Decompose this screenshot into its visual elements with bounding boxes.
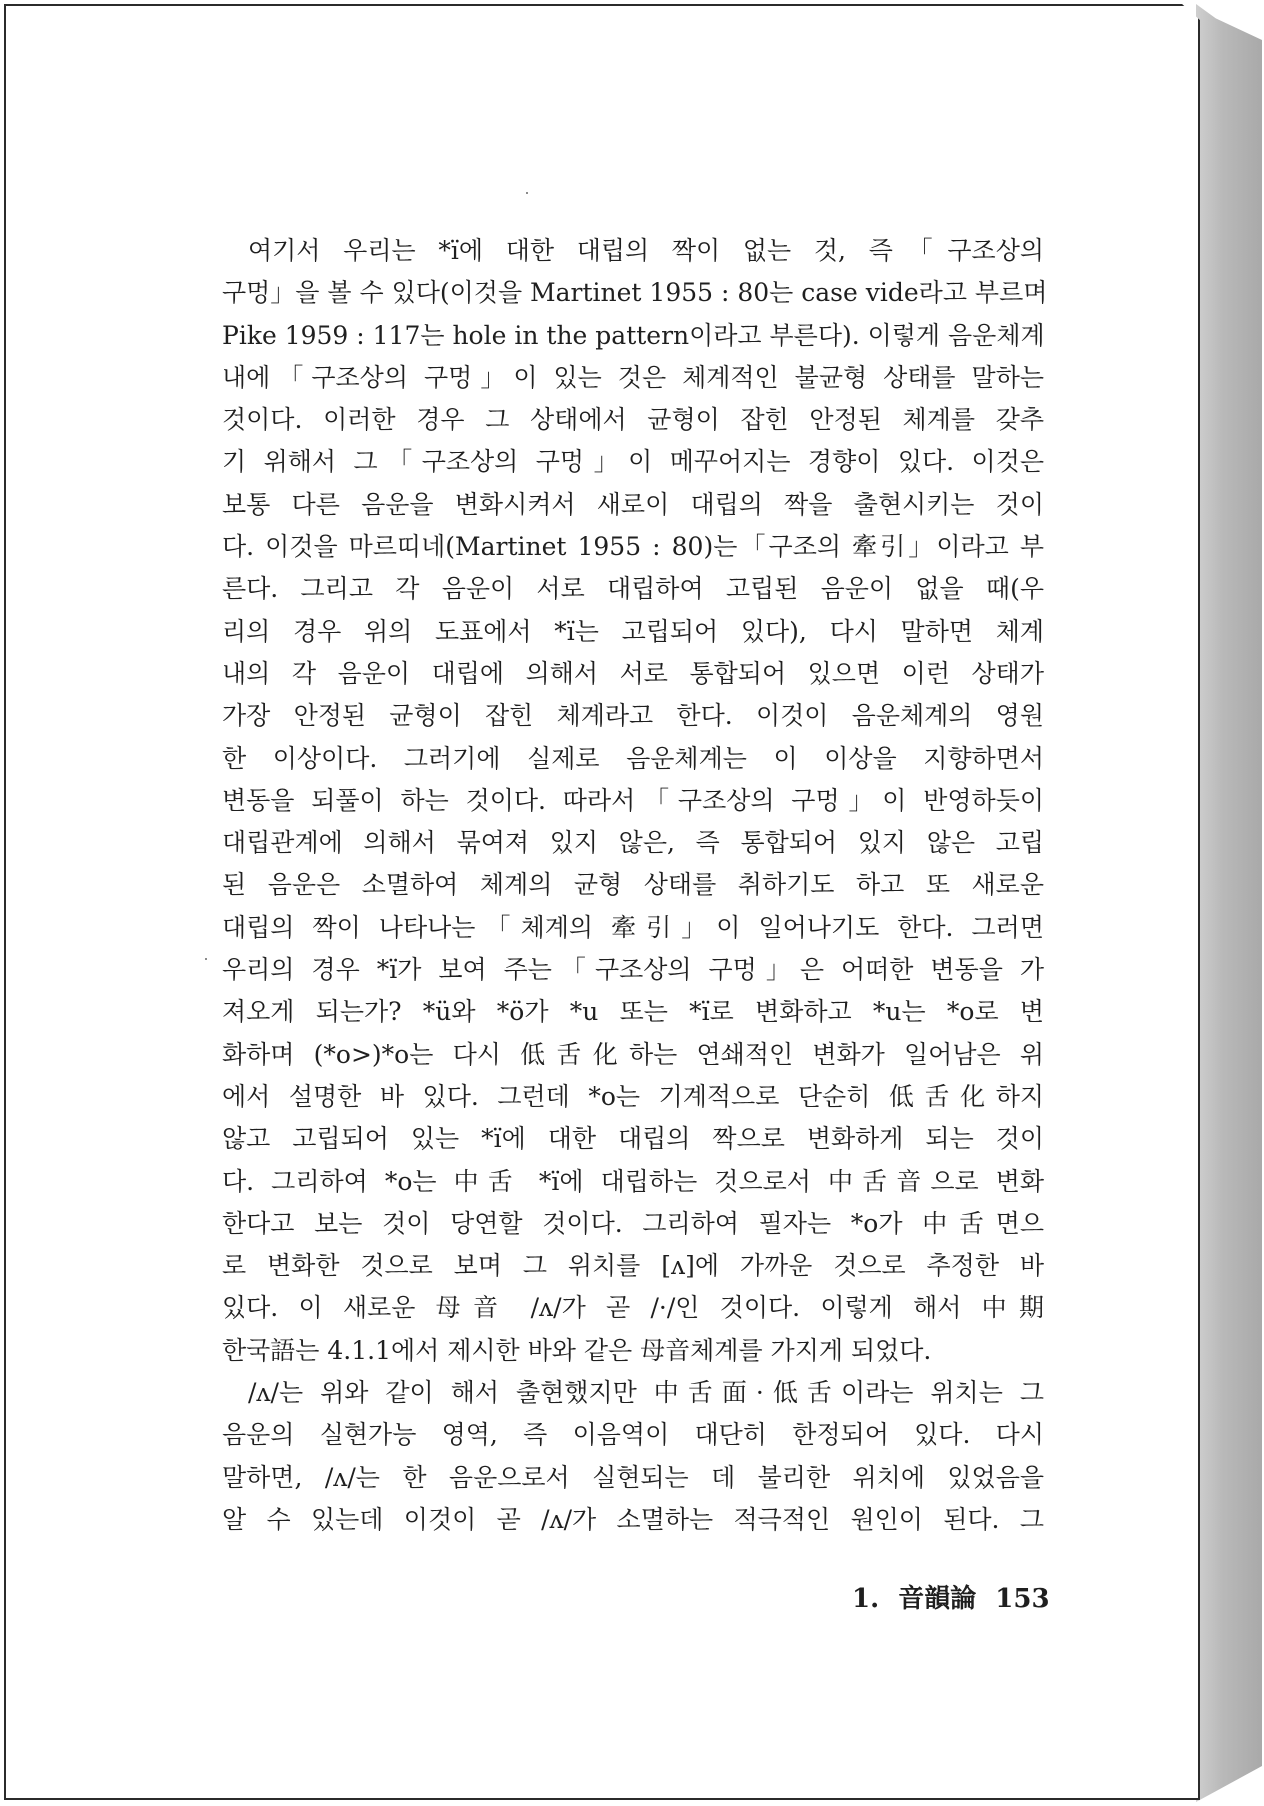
text-line: 른다. 그리고 각 음운이 서로 대립하여 고립된 음운이 없을 때(우 <box>222 574 1044 604</box>
text-line: 다. 그리하여 *o는 中舌 *ï에 대립하는 것으로서 中舌音으로 변화 <box>222 1166 1044 1196</box>
text-line: 에서 설명한 바 있다. 그런데 *o는 기계적으로 단순히 低舌化하지 <box>222 1081 1044 1111</box>
text-line: 여기서 우리는 *ï에 대한 대립의 짝이 없는 것, 즉「구조상의 <box>248 236 1044 265</box>
text-line: 음운의 실현가능 영역, 즉 이음역이 대단히 한정되어 있다. 다시 <box>222 1420 1044 1450</box>
page-number: 153 <box>995 1584 1050 1614</box>
text-line: 한다고 보는 것이 당연할 것이다. 그리하여 필자는 *o가 中舌면으 <box>222 1208 1044 1238</box>
text-line: 않고 고립되어 있는 *ï에 대한 대립의 짝으로 변화하게 되는 것이 <box>222 1124 1044 1154</box>
page-footer <box>852 1578 1050 1615</box>
text-line: 알 수 있는데 이것이 곧 /ʌ/가 소멸하는 적극적인 원인이 된다. 그 <box>222 1504 1044 1534</box>
speck-mark <box>526 192 528 194</box>
text-line: 것이다. 이러한 경우 그 상태에서 균형이 잡힌 안정된 체계를 갖추 <box>222 405 1044 435</box>
text-line: 내의 각 음운이 대립에 의해서 서로 통합되어 있으면 이런 상태가 <box>222 658 1044 688</box>
text-line: 내에「구조상의 구멍」이 있는 것은 체계적인 불균형 상태를 말하는 <box>222 362 1044 392</box>
text-line: /ʌ/는 위와 같이 해서 출현했지만 中舌面·低舌이라는 위치는 그 <box>248 1378 1044 1408</box>
text-line: 말하면, /ʌ/는 한 음운으로서 실현되는 데 불리한 위치에 있었음을 <box>222 1462 1044 1492</box>
text-line: Pike 1959 : 117는 hole in the pattern이라고 부른다). 이렇게 음운체계 <box>222 320 1045 350</box>
page-edge-stack <box>1196 4 1262 1802</box>
text-line: 로 변화한 것으로 보며 그 위치를 [ʌ]에 가까운 것으로 추정한 바 <box>222 1251 1044 1281</box>
text-line: 가장 안정된 균형이 잡힌 체계라고 한다. 이것이 음운체계의 영원 <box>222 701 1044 731</box>
text-line: 한 이상이다. 그러기에 실제로 음운체계는 이 이상을 지향하면서 <box>222 743 1044 773</box>
text-line: 다. 이것을 마르띠네(Martinet 1955 : 80)는「구조의 牽引」이라고 부 <box>222 532 1044 562</box>
text-line: 화하며 (*o>)*o는 다시 低舌化하는 연쇄적인 변화가 일어남은 위 <box>222 1039 1044 1069</box>
text-line: 대립의 짝이 나타나는「체계의 牽引」이 일어나기도 한다. 그러면 <box>222 912 1044 942</box>
section-title: 1. 音韻論 <box>852 1584 977 1614</box>
text-line: 리의 경우 위의 도표에서 *ï는 고립되어 있다), 다시 말하면 체계 <box>222 616 1044 646</box>
text-line: 대립관계에 의해서 묶여져 있지 않은, 즉 통합되어 있지 않은 고립 <box>222 828 1044 858</box>
text-line: 한국語는 4.1.1에서 제시한 바와 같은 母音체계를 가지게 되었다. <box>222 1335 932 1365</box>
text-line: 우리의 경우 *ï가 보여 주는「구조상의 구멍」은 어떠한 변동을 가 <box>222 955 1044 985</box>
text-line: 있다. 이 새로운 母音 /ʌ/가 곧 /·/인 것이다. 이렇게 해서 中期 <box>222 1293 1044 1323</box>
text-line: 된 음운은 소멸하여 체계의 균형 상태를 취하기도 하고 또 새로운 <box>222 870 1044 900</box>
text-line: 기 위해서 그「구조상의 구멍」이 메꾸어지는 경향이 있다. 이것은 <box>222 447 1044 477</box>
text-line: 져오게 되는가? *ü와 *ö가 *u 또는 *ï로 변화하고 *u는 *o로 변 <box>222 997 1044 1027</box>
text-line: 구멍」을 볼 수 있다(이것을 Martinet 1955 : 80는 case vide라고 부르며 <box>222 278 1048 308</box>
speck-mark <box>205 958 207 960</box>
text-line: 변동을 되풀이 하는 것이다. 따라서「구조상의 구멍」이 반영하듯이 <box>222 785 1044 815</box>
text-line: 보통 다른 음운을 변화시켜서 새로이 대립의 짝을 출현시키는 것이 <box>222 489 1044 519</box>
body-text <box>222 230 1048 1541</box>
